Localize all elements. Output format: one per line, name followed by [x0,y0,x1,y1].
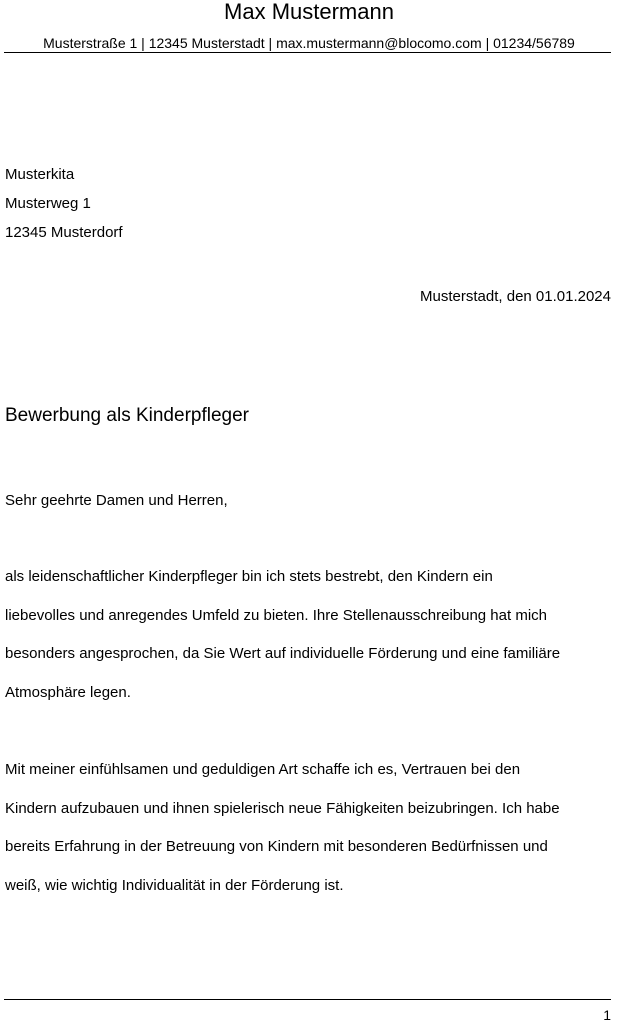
sender-contact-line: Musterstraße 1 | 12345 Musterstadt | max.mustermann@blocomo.com | 01234/56789 [43,35,575,51]
paragraph-line: als leidenschaftlicher Kinderpfleger bin ich stets bestrebt, den Kindern ein [5,568,493,585]
recipient-line-city: 12345 Musterdorf [5,224,123,241]
body-paragraph-1 [5,558,560,712]
letter-subject: Bewerbung als Kinderpfleger [5,405,249,426]
paragraph-line: besonders angesprochen, da Sie Wert auf individuelle Förderung und eine familiäre [5,645,561,662]
letter-date: Musterstadt, den 01.01.2024 [420,288,611,305]
header-divider [4,52,611,53]
letter-salutation: Sehr geehrte Damen und Herren, [5,492,228,509]
recipient-line-name: Musterkita [5,166,75,183]
paragraph-line: Kindern aufzubauen und ihnen spielerisch neue Fähigkeiten beizubringen. Ich habe [5,799,560,817]
paragraph-line: Mit meiner einfühlsamen und geduldigen Art schaffe ich es, Vertrauen bei den [5,761,521,778]
body-paragraph-2 [5,751,560,905]
paragraph-line: liebevolles und anregendes Umfeld zu bieten. Ihre Stellenausschreibung hat mich [5,606,547,624]
sender-name: Max Mustermann [224,0,394,24]
recipient-address [5,160,123,247]
paragraph-line: bereits Erfahrung in der Betreuung von Kindern mit besonderen Bedürfnissen und [5,838,548,855]
recipient-line-street: Musterweg 1 [5,195,91,212]
paragraph-line: weiß, wie wichtig Individualität in der Förderung ist. [5,876,344,894]
paragraph-line: Atmosphäre legen. [5,683,131,701]
page-number: 1 [603,1007,611,1023]
footer-divider [4,999,611,1000]
